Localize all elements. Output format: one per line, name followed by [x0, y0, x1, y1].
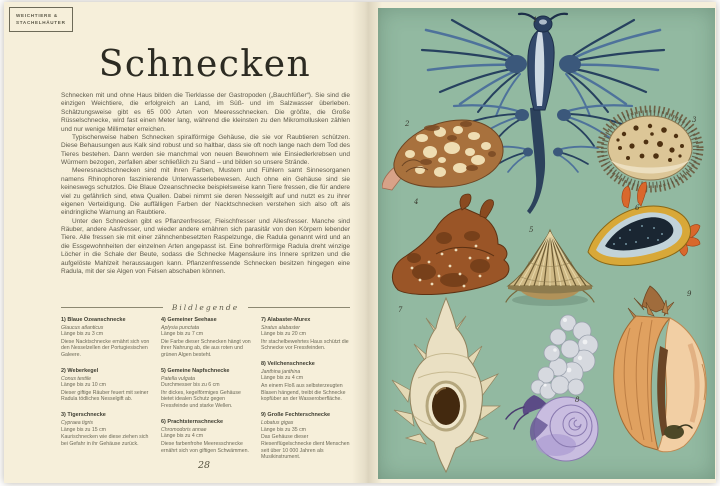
figure-number-5: 5: [529, 226, 534, 234]
paragraph-4: Unter den Schnecken gibt es Pflanzenfresser, Fleischfresser und Allesfresser. Manche sind Räuber, andere Aasfresser, und wieder andere ernähren sich parasitär von den Körpern lebender Tiere. Alle fressen sie mit einer zähnchenbesetzten Raspelzunge, die Radula genannt wird und an die Essgewohnheiten der einzelnen Arten angepasst ist. Eine bohrerförmige Radula dreht winzige Löcher in die Schale der Beute, sodass die Schnecke Magensäure ins Innere spritzen und die aufgelöste Mahlzeit heraussaugen kann. Pflanzenfressende Schnecken besitzen hingegen eine Radula, mit der sie Algen von Felsen abschaben können.: [61, 217, 350, 275]
paragraph-3: Meeresnacktschnecken sind mit ihren Farben, Mustern und Fühlern samt Sinnesorganen namens Rhinophoren faszinierende Unterwasserlebewesen. Auch ohne ein Gehäuse sind sie keineswegs schutzlos. Die Blaue Ozeanschnecke beispielsweise kann Tiere fressen, die für andere viel zu gefährlich sind, etwa Quallen. Dabei nimmt sie deren Nesselgift auf und nutzt es zu ihrer eigenen Verteidigung. Die auffälligen Farben der Nacktschnecken verstehen sich also oft als eindringliche Warnung an Raubtiere.: [61, 167, 350, 217]
legend-entry: [61, 368, 151, 403]
legend-entry-desc: Diese farbenfrohe Meeresschnecke ernährt sich von giftigen Schwämmen.: [161, 440, 249, 454]
legend-entry-latin: Janthina janthina: [261, 368, 301, 375]
divider-rule-right: [248, 307, 350, 308]
legend-entry-desc: An einem Floß aus selbsterzeugten Blasen hängend, treibt die Schnecke kopfüber an der Wasseroberfläche.: [261, 382, 346, 403]
sea-dragon-tail: [527, 107, 545, 214]
legend-entry: [61, 317, 151, 359]
legend-entry-latin: Lobatus gigas: [261, 419, 294, 426]
legend-entry-size: Länge bis zu 35 cm: [261, 426, 306, 433]
illustration-prachtsternschnecke: [580, 180, 702, 282]
legend-entry-title: 9) Große Fechterschnecke: [261, 412, 331, 419]
legend-entry-latin: Aplysia punctata: [161, 324, 200, 331]
illustration-plate: [378, 8, 715, 479]
legend-entry-title: 2) Weberkegel: [61, 368, 99, 375]
figure-number-7: 7: [398, 306, 403, 314]
legend-divider: [61, 303, 350, 312]
legend-column-1: [61, 317, 151, 470]
legend-entry-size: Durchmesser bis zu 6 cm: [161, 382, 220, 389]
chapter-tab-line2: STACHELHÄUTER: [16, 20, 66, 26]
illustration-weberkegel: [382, 108, 512, 196]
legend-entry-latin: Cypraea tigris: [61, 419, 94, 426]
legend-heading: Bildlegende: [171, 303, 240, 312]
legend-entry: [161, 317, 251, 359]
legend-entry-desc: Dieser giftige Räuber feuert mit seiner Radula tödliches Nesselgift ab.: [61, 389, 149, 403]
legend-entry-title: 4) Gemeiner Seehase: [161, 317, 217, 323]
legend-entry-title: 1) Blaue Ozeanschnecke: [61, 317, 126, 323]
legend-entry-latin: Siratus alabaster: [261, 324, 300, 331]
legend-entry: [161, 368, 251, 410]
legend-column-2: [161, 317, 251, 470]
figure-number-4: 4: [414, 198, 419, 206]
legend-entry-size: Länge bis zu 20 cm: [261, 331, 306, 338]
figure-number-8: 8: [575, 396, 580, 404]
page-number: 28: [197, 460, 211, 471]
figure-number-6: 6: [635, 204, 640, 212]
body-text: [61, 92, 350, 276]
legend-entry-desc: Ihr stachelbewehrtes Haus schützt die Schnecke vor Fressfeinden.: [261, 338, 349, 352]
figure-number-9: 9: [687, 290, 692, 298]
figure-number-1: 1: [533, 16, 538, 24]
legend-entry-desc: Kaurischnecken wie diese ziehen sich bei Gefahr in ihr Gehäuse zurück.: [61, 433, 149, 447]
legend-entry-title: 6) Prachtsternschnecke: [161, 419, 224, 426]
legend-entry: [261, 361, 351, 403]
legend-entry-size: Länge bis zu 15 cm: [61, 426, 106, 433]
legend-entry-size: Länge bis zu 4 cm: [161, 433, 204, 440]
legend-entry-desc: Die Farbe dieser Schnecken hängt von ihrer Nahrung ab, die aus roten und grünen Algen besteht.: [161, 338, 251, 359]
legend-entry: [61, 412, 151, 447]
divider-rule-left: [61, 307, 163, 308]
illustration-grosse-fechterschnecke: [590, 284, 710, 460]
paragraph-2: Typischerweise haben Schnecken spiralförmige Gehäuse, die sie vor Raubtieren schützen. Diese Behausungen aus Kalk sind robust und so haltbar, dass sie oft noch lange nach dem Tod des Tieres bestehen. Dann werden sie manchmal von neuen Bewohnern wie Einsiedlerkrebsen und Würmern bezogen, zerfallen aber schließlich zu Sand – und bilden so unsere Strände.: [61, 133, 350, 166]
legend-entry-size: Länge bis zu 4 cm: [261, 375, 304, 382]
page-title: Schnecken: [98, 44, 312, 85]
legend-entry-title: 8) Veilchenschnecke: [261, 361, 315, 368]
legend-entry-desc: Ihr dickes, kegelförmiges Gehäuse bietet idealen Schutz gegen Fressfeinde und starke Wellen.: [161, 389, 241, 410]
legend-entry-size: Länge bis zu 10 cm: [61, 382, 106, 389]
legend-entry-desc: Diese Nacktschnecke ernährt sich von den Nesselzellen der Portugiesischen Galeere.: [61, 338, 150, 359]
illustration-alabaster-murex: [384, 294, 506, 476]
figure-number-2: 2: [405, 120, 410, 128]
legend-entry-latin: Glaucus atlanticus: [61, 324, 104, 331]
legend-entry-latin: Conus textile: [61, 375, 91, 382]
legend-column-3: [261, 317, 351, 470]
legend-entry: [261, 412, 351, 461]
book-spread: [4, 2, 716, 483]
legend-entry-latin: Patella vulgata: [161, 375, 196, 382]
legend-entry-size: Länge bis zu 7 cm: [161, 331, 204, 338]
paragraph-1: Schnecken mit und ohne Haus bilden die Tierklasse der Gastropoden („Bauchfüßer“). Sie sind die einzigen Weichtiere, die erfolgreich an Land, im Süß- und im Salzwasser überleben. Schätzungsweise gibt es 65 000 Arten von Meeresschnecken. Die größte, die Große Rüsselschnecke, wird fast einen Meter lang, während die kleinsten zu den Mikromollusken zählen und nur wenige Millimeter erreichen.: [61, 92, 350, 133]
legend-entry: [161, 419, 251, 454]
legend-entry-title: 5) Gemeine Napfschnecke: [161, 368, 230, 375]
bubble-raft: [531, 315, 598, 399]
legend-entry-title: 3) Tigerschnecke: [61, 412, 106, 419]
legend: [61, 317, 351, 470]
legend-entry-size: Länge bis zu 3 cm: [61, 331, 104, 338]
figure-number-3: 3: [692, 116, 697, 124]
legend-entry: [261, 317, 351, 352]
legend-entry-title: 7) Alabaster-Murex: [261, 317, 311, 323]
chapter-tab: [9, 7, 73, 32]
legend-entry-latin: Chromodoris annae: [161, 426, 207, 433]
legend-entry-desc: Das Gehäuse dieser Riesenflügelschnecke dient Menschen seit über 10 000 Jahren als Musikinstrument.: [261, 433, 350, 461]
chapter-tab-line1: WEICHTIERE &: [16, 13, 58, 18]
